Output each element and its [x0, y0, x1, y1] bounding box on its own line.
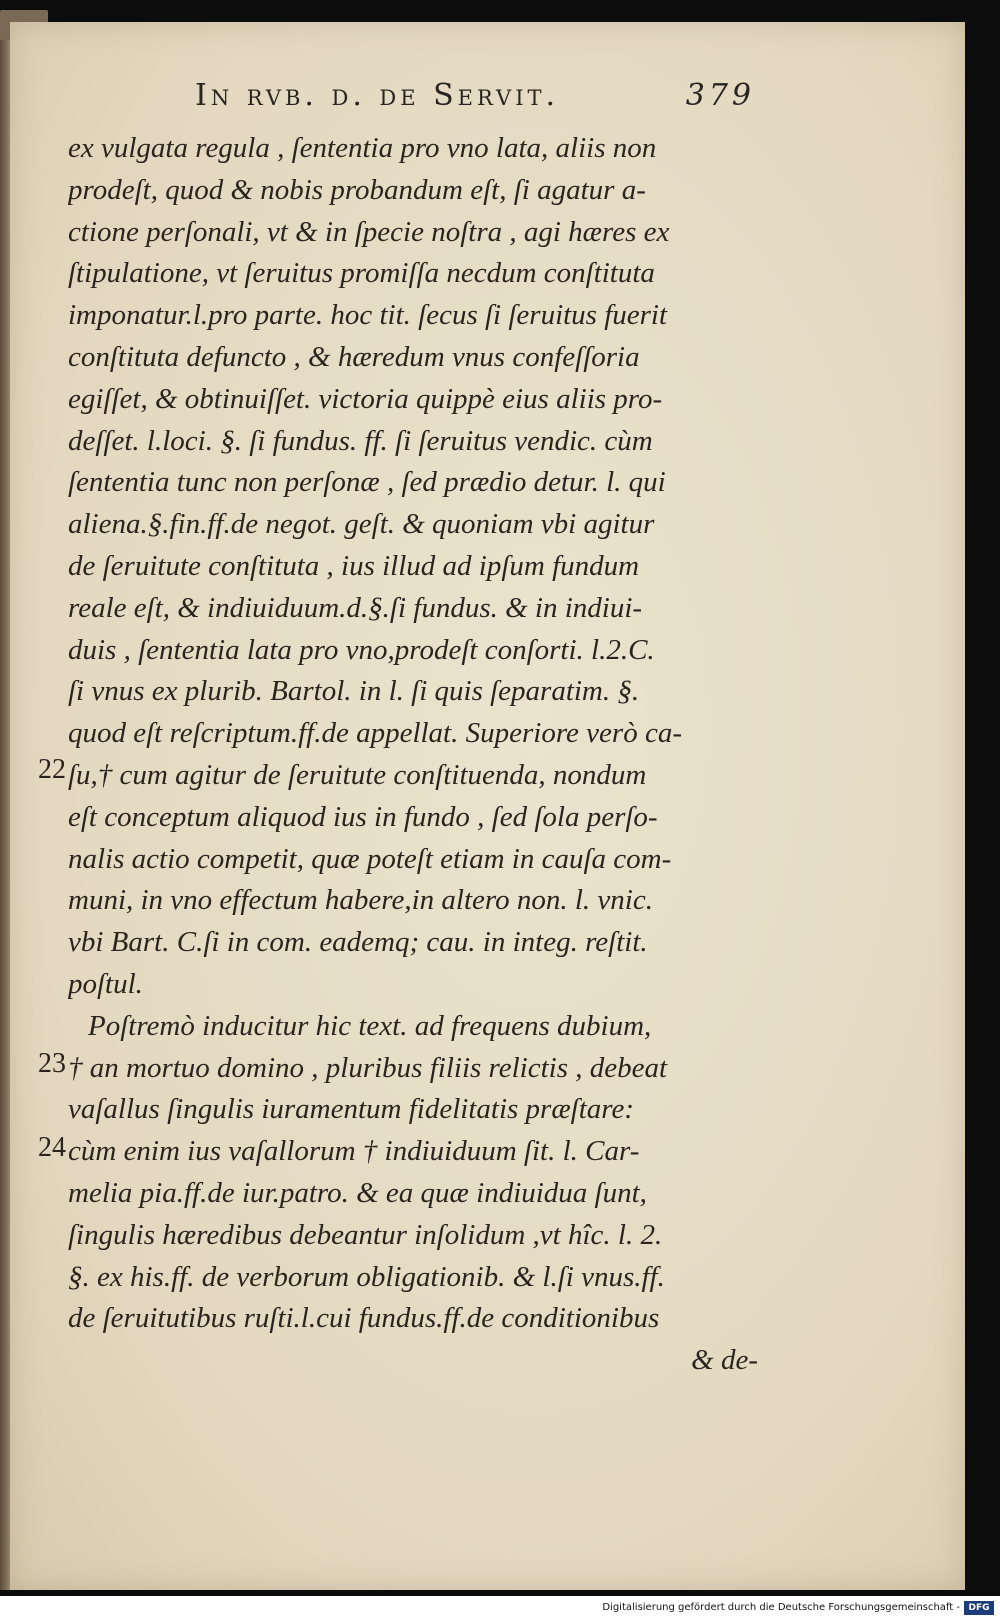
- text-line: duis , ſententia lata pro vno,prodeſt conſorti. l.2.C.: [68, 633, 655, 666]
- text-line: de ſeruitute conſtituta , ius illud ad ipſum fundum: [68, 549, 640, 582]
- text-line: egiſſet, & obtinuiſſet. victoria quippè eius aliis pro-: [68, 382, 663, 415]
- text-line: ſententia tunc non perſonæ , ſed prædio detur. l. qui: [68, 466, 666, 499]
- catchword: & de-: [691, 1344, 758, 1377]
- text-line: melia pia.ff.de iur.patro. & ea quæ indiuidua ſunt,: [68, 1176, 647, 1209]
- dfg-logo: DFG: [964, 1601, 994, 1615]
- text-line: quod eſt reſcriptum.ff.de appellat. Superiore verò ca-: [68, 717, 682, 750]
- text-line: reale eſt, & indiuiduum.d.§.ſi fundus. & in indiui-: [68, 591, 643, 624]
- marginal-number: 23: [38, 1048, 66, 1079]
- page-number: 379: [685, 78, 755, 113]
- text-line: §. ex his.ff. de verborum obligationib. & l.ſi vnus.ff.: [68, 1260, 665, 1293]
- text-line: conſtituta defuncto , & hæredum vnus confeſſoria: [68, 340, 640, 373]
- text-line: imponatur.l.pro parte. hoc tit. ſecus ſi ſeruitus fuerit: [68, 299, 668, 332]
- marginal-number: 24: [38, 1132, 66, 1163]
- text-line: vbi Bart. C.ſi in com. eademq; cau. in integ. reſtit.: [68, 926, 648, 959]
- text-line: ex vulgata regula , ſententia pro vno lata, aliis non: [68, 132, 657, 164]
- text-line: aliena.§.fin.ff.de negot. geſt. & quoniam vbi agitur: [68, 508, 655, 541]
- text-line: cùm enim ius vaſallorum † indiuiduum ſit. l. Car-: [68, 1135, 640, 1168]
- text-line: ſi vnus ex plurib. Bartol. in l. ſi quis ſeparatim. §.: [68, 675, 640, 708]
- text-line: vaſallus ſingulis iuramentum fidelitatis præſtare:: [68, 1093, 635, 1126]
- running-title: In rvb. d. de Servit.: [195, 78, 560, 113]
- text-line: nalis actio competit, quæ poteſt etiam in cauſa com-: [68, 842, 672, 875]
- text-line: deſſet. l.loci. §. ſi fundus. ff. ſi ſeruitus vendic. cùm: [68, 424, 653, 457]
- text-line: prodeſt, quod & nobis probandum eſt, ſi agatur a-: [68, 173, 646, 206]
- text-line: ſtipulatione, vt ſeruitus promiſſa necdum conſtituta: [68, 257, 655, 290]
- text-block: [68, 128, 758, 1428]
- marginal-number: 22: [38, 754, 66, 785]
- text-line: ſingulis hæredibus debeantur inſolidum ,vt hîc. l. 2.: [68, 1218, 663, 1251]
- text-line: de ſeruitutibus ruſti.l.cui fundus.ff.de conditionibus: [68, 1302, 660, 1335]
- text-line: † an mortuo domino , pluribus filiis relictis , debeat: [68, 1051, 668, 1084]
- text-line: ſu,† cum agitur de ſeruitute conſtituenda, nondum: [68, 758, 647, 791]
- page-header: [195, 78, 755, 128]
- text-line: poſtul.: [68, 967, 143, 1000]
- text-line: muni, in vno effectum habere,in altero non. l. vnic.: [68, 884, 653, 917]
- text-line: ctione perſonali, vt & in ſpecie noſtra , agi hæres ex: [68, 215, 670, 248]
- funding-credit: Digitalisierung gefördert durch die Deutsche Forschungsgemeinschaft -: [602, 1602, 960, 1613]
- text-line: Poſtremò inducitur hic text. ad frequens dubium,: [88, 1009, 652, 1042]
- text-line: eſt conceptum aliquod ius in fundo , ſed ſola perſo-: [68, 800, 658, 833]
- digitization-footer: [0, 1596, 1000, 1624]
